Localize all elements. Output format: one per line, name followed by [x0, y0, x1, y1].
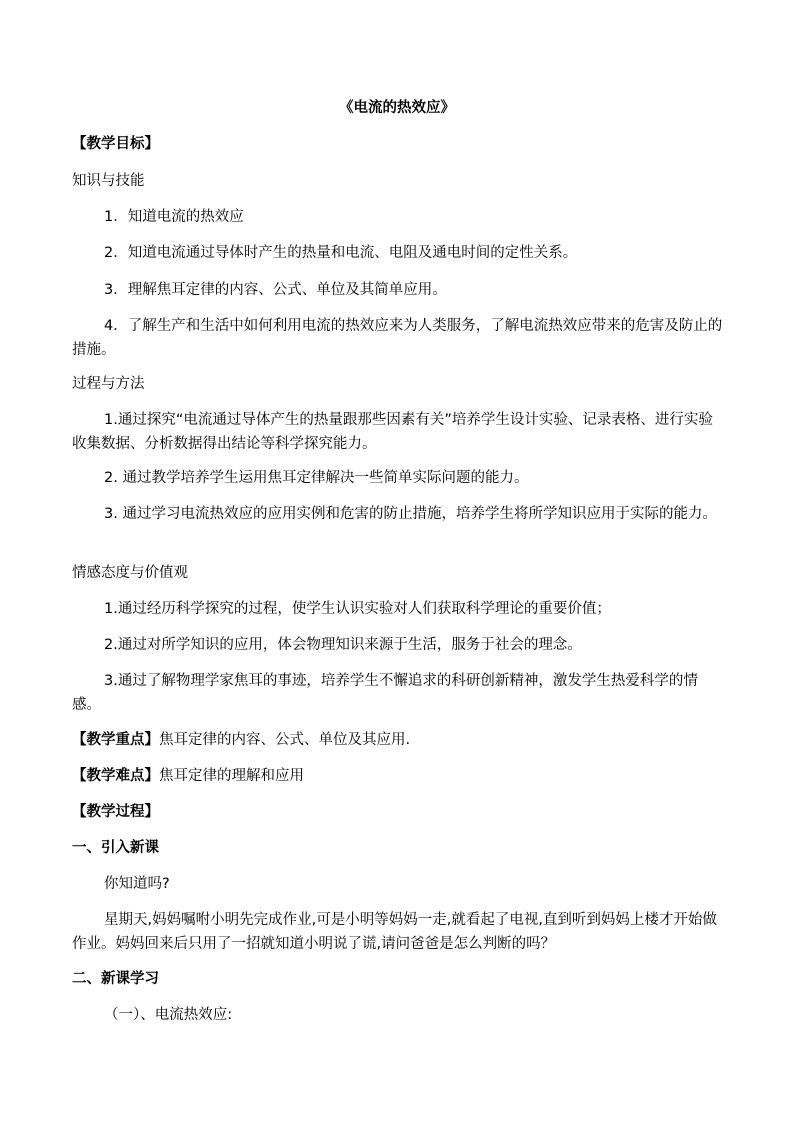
section-2-sub-1: （一）、电流热效应: — [104, 1007, 233, 1023]
key-point-row — [72, 728, 732, 752]
process-item-2: 2. 通过教学培养学生运用焦耳定律解决一些简单实际问题的能力。 — [104, 470, 529, 486]
knowledge-item-2: 2．知道电流通过导体时产生的热量和电流、电阻及通电时间的定性关系。 — [104, 245, 578, 261]
knowledge-item-1: 1．知道电流的热效应 — [104, 209, 244, 225]
emotion-values-header: 情感态度与价值观 — [72, 565, 188, 581]
knowledge-skills-header: 知识与技能 — [72, 173, 145, 189]
section-2-header: 二、新课学习 — [72, 971, 159, 987]
difficulty-text: 焦耳定律的理解和应用 — [159, 768, 304, 784]
key-point-label: 【教学重点】 — [72, 732, 159, 748]
knowledge-item-3: 3．理解焦耳定律的内容、公式、单位及其简单应用。 — [104, 282, 447, 298]
process-method-header: 过程与方法 — [72, 376, 145, 392]
emotion-item-1: 1.通过经历科学探究的过程，使学生认识实验对人们获取科学理论的重要价值； — [104, 601, 611, 617]
difficulty-row — [72, 764, 732, 788]
section-1-header: 一、引入新课 — [72, 840, 159, 856]
page-title: 《电流的热效应》 — [339, 100, 455, 116]
emotion-item-2: 2.通过对所学知识的应用，体会物理知识来源于生活，服务于社会的理念。 — [104, 637, 582, 653]
knowledge-item-4: 4．了解生产和生活中如何利用电流的热效应来为人类服务，了解电流热效应带来的危害及防止的措施。 — [72, 318, 723, 358]
process-item-3: 3. 通过学习电流热效应的应用实例和危害的防止措施，培养学生将所学知识应用于实际的能力。 — [104, 506, 717, 522]
teaching-goals-header: 【教学目标】 — [72, 136, 159, 152]
section-1-question: 你知道吗? — [104, 876, 170, 892]
process-item-1: 1.通过探究“电流通过导体产生的热量跟那些因素有关”培养学生设计实验、记录表格、进行实验收集数据、分析数据得出结论等科学探究能力。 — [72, 412, 713, 452]
key-point-text: 焦耳定律的内容、公式、单位及其应用. — [159, 732, 411, 748]
difficulty-label: 【教学难点】 — [72, 768, 159, 784]
teaching-process-header: 【教学过程】 — [72, 804, 159, 820]
section-1-story: 星期天,妈妈嘱咐小明先完成作业,可是小明等妈妈一走,就看起了电视,直到听到妈妈上楼才开始做作业。妈妈回来后只用了一招就知道小明说了谎,请问爸爸是怎么判断的吗？ — [72, 912, 717, 952]
emotion-item-3: 3.通过了解物理学家焦耳的事迹，培养学生不懈追求的科研创新精神，激发学生热爱科学的情感。 — [72, 673, 698, 713]
